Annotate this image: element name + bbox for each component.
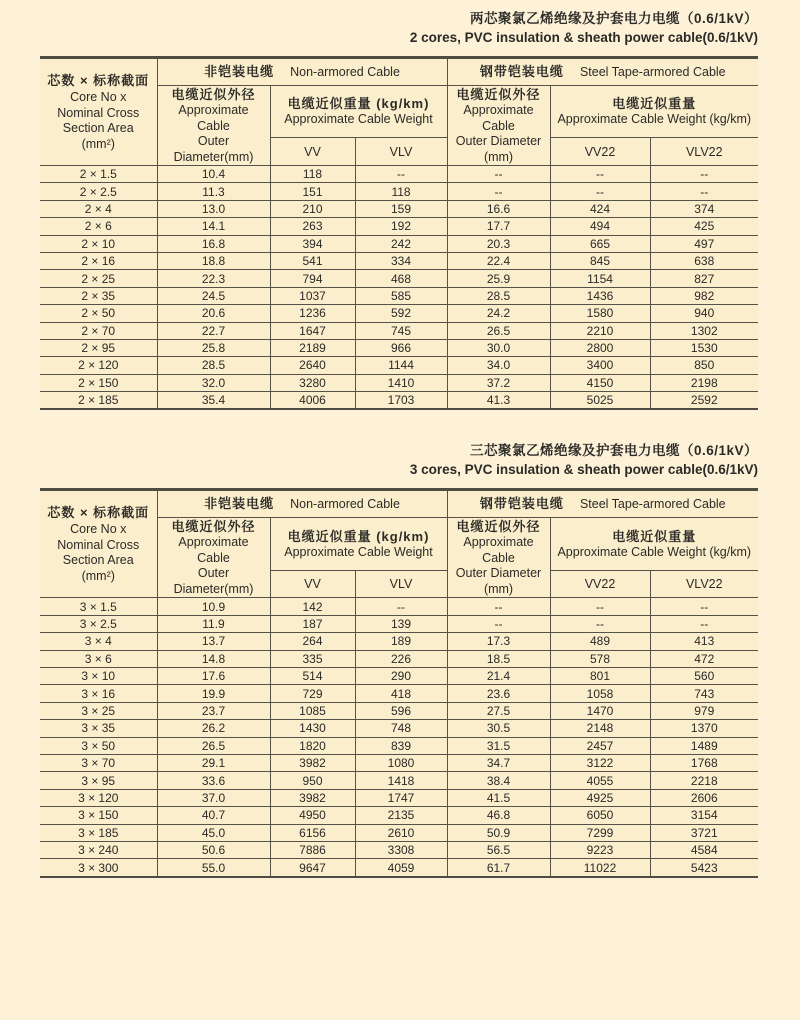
table-cell: 11.3	[157, 183, 270, 200]
table-cell: 839	[355, 737, 447, 754]
table-body-2core	[40, 166, 758, 410]
table-cell: 22.3	[157, 270, 270, 287]
table-cell: 3 × 16	[40, 685, 157, 702]
table-cell: 2 × 50	[40, 305, 157, 322]
col-header-weight-armored: 电缆近似重量 Approximate Cable Weight (kg/km)	[550, 518, 758, 570]
col-header-diameter-non-armored: 电缆近似外径 Approximate Cable Outer Diameter(mm)	[157, 518, 270, 598]
table-cell: 592	[355, 305, 447, 322]
table-cell: --	[447, 615, 550, 632]
table-row	[40, 789, 758, 806]
table-cell: 2 × 2.5	[40, 183, 157, 200]
table-cell: 794	[270, 270, 355, 287]
table-cell: --	[650, 615, 758, 632]
table-cell: 14.8	[157, 650, 270, 667]
table-cell: 3 × 50	[40, 737, 157, 754]
table-cell: 982	[650, 287, 758, 304]
table-cell: 950	[270, 772, 355, 789]
table-row	[40, 720, 758, 737]
table-row	[40, 772, 758, 789]
table-cell: 743	[650, 685, 758, 702]
table-cell: 1144	[355, 357, 447, 374]
section-title-english: 2 cores, PVC insulation & sheath power cable(0.6/1kV)	[409, 30, 758, 45]
table-cell: 827	[650, 270, 758, 287]
table-cell: 50.9	[447, 824, 550, 841]
table-cell: 29.1	[157, 754, 270, 771]
table-cell: 159	[355, 200, 447, 217]
table-cell: 28.5	[157, 357, 270, 374]
table-row	[40, 392, 758, 410]
table-cell: 3982	[270, 789, 355, 806]
table-row	[40, 322, 758, 339]
table-row	[40, 235, 758, 252]
table-cell: 1647	[270, 322, 355, 339]
table-cell: 10.9	[157, 598, 270, 615]
table-cell: 242	[355, 235, 447, 252]
table-row	[40, 339, 758, 356]
col-header-vv22: VV22	[550, 570, 650, 598]
table-cell: 30.0	[447, 339, 550, 356]
table-cell: 596	[355, 702, 447, 719]
table-cell: 2 × 95	[40, 339, 157, 356]
table-cell: 18.8	[157, 252, 270, 269]
table-cell: 1436	[550, 287, 650, 304]
table-cell: 17.3	[447, 633, 550, 650]
table-cell: 17.7	[447, 218, 550, 235]
table-cell: 3122	[550, 754, 650, 771]
table-row	[40, 252, 758, 269]
table-cell: 23.7	[157, 702, 270, 719]
table-cell: 34.0	[447, 357, 550, 374]
table-cell: 13.0	[157, 200, 270, 217]
table-cell: 118	[270, 166, 355, 183]
table-cell: 16.6	[447, 200, 550, 217]
table-cell: 2610	[355, 824, 447, 841]
section-2core-titles	[40, 9, 758, 47]
table-cell: 27.5	[447, 702, 550, 719]
table-cell: 3308	[355, 841, 447, 858]
table-cell: 1085	[270, 702, 355, 719]
table-cell: 3 × 25	[40, 702, 157, 719]
table-cell: 33.6	[157, 772, 270, 789]
table-cell: 11022	[550, 859, 650, 877]
col-header-diameter-armored: 电缆近似外径 Approximate Cable Outer Diameter (mm)	[447, 86, 550, 166]
table-cell: 3 × 35	[40, 720, 157, 737]
table-cell: --	[650, 166, 758, 183]
table-cell: 1747	[355, 789, 447, 806]
table-cell: 20.3	[447, 235, 550, 252]
col-header-vv: VV	[270, 138, 355, 166]
table-cell: 142	[270, 598, 355, 615]
table-row	[40, 287, 758, 304]
table-cell: 17.6	[157, 668, 270, 685]
table-cell: 139	[355, 615, 447, 632]
table-row	[40, 685, 758, 702]
table-cell: 263	[270, 218, 355, 235]
col-header-vlv22: VLV22	[650, 138, 758, 166]
table-cell: 494	[550, 218, 650, 235]
table-cell: 4150	[550, 374, 650, 391]
table-cell: 418	[355, 685, 447, 702]
table-cell: 560	[650, 668, 758, 685]
col-header-vv: VV	[270, 570, 355, 598]
section-3core	[0, 441, 800, 877]
table-cell: 1820	[270, 737, 355, 754]
table-cell: 16.8	[157, 235, 270, 252]
table-row	[40, 218, 758, 235]
table-cell: 25.8	[157, 339, 270, 356]
table-cell: 10.4	[157, 166, 270, 183]
table-cell: --	[550, 615, 650, 632]
table-cell: 2457	[550, 737, 650, 754]
table-cell: 30.5	[447, 720, 550, 737]
table-cell: 61.7	[447, 859, 550, 877]
table-cell: 45.0	[157, 824, 270, 841]
table-cell: 2 × 150	[40, 374, 157, 391]
table-cell: 940	[650, 305, 758, 322]
group-header-non-armored: 非铠装电缆 Non-armored Cable	[157, 58, 447, 86]
table-cell: 2800	[550, 339, 650, 356]
table-cell: 2640	[270, 357, 355, 374]
table-cell: 3 × 70	[40, 754, 157, 771]
table-cell: 31.5	[447, 737, 550, 754]
table-cell: 1703	[355, 392, 447, 410]
col-header-core-size: 芯数 × 标称截面 Core No x Nominal Cross Section Area (mm²)	[40, 58, 157, 166]
cable-spec-table-2core	[40, 56, 758, 410]
table-cell: 226	[355, 650, 447, 667]
table-cell: 4059	[355, 859, 447, 877]
table-cell: 189	[355, 633, 447, 650]
table-cell: 3 × 120	[40, 789, 157, 806]
table-row	[40, 183, 758, 200]
table-cell: 187	[270, 615, 355, 632]
table-cell: 1370	[650, 720, 758, 737]
table-cell: 3400	[550, 357, 650, 374]
table-cell: 425	[650, 218, 758, 235]
table-cell: 2210	[550, 322, 650, 339]
table-cell: 394	[270, 235, 355, 252]
table-row	[40, 374, 758, 391]
table-cell: 37.0	[157, 789, 270, 806]
table-cell: 6050	[550, 807, 650, 824]
table-cell: 1236	[270, 305, 355, 322]
table-row	[40, 807, 758, 824]
table-cell: 24.5	[157, 287, 270, 304]
table-cell: 4925	[550, 789, 650, 806]
table-cell: 2 × 25	[40, 270, 157, 287]
table-cell: 18.5	[447, 650, 550, 667]
table-cell: 497	[650, 235, 758, 252]
table-cell: 4950	[270, 807, 355, 824]
table-cell: 2 × 1.5	[40, 166, 157, 183]
table-cell: 56.5	[447, 841, 550, 858]
table-cell: 4055	[550, 772, 650, 789]
table-cell: 1580	[550, 305, 650, 322]
table-cell: 28.5	[447, 287, 550, 304]
section-3core-titles	[40, 441, 758, 479]
table-row	[40, 754, 758, 771]
group-header-armored: 钢带铠装电缆 Steel Tape-armored Cable	[447, 58, 758, 86]
table-cell: 413	[650, 633, 758, 650]
table-row	[40, 841, 758, 858]
table-cell: 2 × 35	[40, 287, 157, 304]
table-cell: 22.4	[447, 252, 550, 269]
table-cell: 14.1	[157, 218, 270, 235]
table-cell: 3 × 6	[40, 650, 157, 667]
table-cell: 3721	[650, 824, 758, 841]
table-row	[40, 824, 758, 841]
table-cell: 2135	[355, 807, 447, 824]
table-cell: --	[447, 598, 550, 615]
col-header-weight-non-armored: 电缆近似重量 (kg/km) Approximate Cable Weight	[270, 518, 447, 570]
table-cell: 1302	[650, 322, 758, 339]
table-cell: 2 × 16	[40, 252, 157, 269]
table-cell: 7299	[550, 824, 650, 841]
table-cell: 3280	[270, 374, 355, 391]
table-cell: 374	[650, 200, 758, 217]
table-cell: 6156	[270, 824, 355, 841]
table-cell: 3 × 2.5	[40, 615, 157, 632]
table-cell: 966	[355, 339, 447, 356]
table-row	[40, 615, 758, 632]
table-cell: 37.2	[447, 374, 550, 391]
table-cell: 3 × 185	[40, 824, 157, 841]
table-cell: 585	[355, 287, 447, 304]
table-row	[40, 598, 758, 615]
table-cell: 1768	[650, 754, 758, 771]
table-cell: --	[550, 183, 650, 200]
table-cell: 468	[355, 270, 447, 287]
table-cell: --	[550, 166, 650, 183]
table-cell: 50.6	[157, 841, 270, 858]
table-cell: 2198	[650, 374, 758, 391]
table-cell: 23.6	[447, 685, 550, 702]
table-cell: --	[355, 166, 447, 183]
table-cell: 9223	[550, 841, 650, 858]
table-cell: 26.5	[157, 737, 270, 754]
table-row	[40, 650, 758, 667]
section-title-english: 3 cores, PVC insulation & sheath power cable(0.6/1kV)	[409, 462, 758, 478]
table-cell: 3 × 300	[40, 859, 157, 877]
table-cell: 3 × 240	[40, 841, 157, 858]
table-cell: 32.0	[157, 374, 270, 391]
table-cell: 26.5	[447, 322, 550, 339]
table-cell: 335	[270, 650, 355, 667]
table-row	[40, 702, 758, 719]
table-cell: 4584	[650, 841, 758, 858]
table-cell: 38.4	[447, 772, 550, 789]
table-cell: 334	[355, 252, 447, 269]
table-cell: 22.7	[157, 322, 270, 339]
table-cell: 9647	[270, 859, 355, 877]
table-cell: 578	[550, 650, 650, 667]
table-cell: 4006	[270, 392, 355, 410]
table-cell: 2606	[650, 789, 758, 806]
cable-spec-table-3core	[40, 488, 758, 877]
table-row	[40, 270, 758, 287]
col-header-diameter-non-armored: 电缆近似外径 Approximate Cable Outer Diameter(mm)	[157, 86, 270, 166]
table-cell: 11.9	[157, 615, 270, 632]
table-cell: 35.4	[157, 392, 270, 410]
table-cell: 801	[550, 668, 650, 685]
col-header-weight-non-armored: 电缆近似重量 (kg/km) Approximate Cable Weight	[270, 86, 447, 138]
table-cell: 1410	[355, 374, 447, 391]
table-cell: 5423	[650, 859, 758, 877]
table-cell: --	[650, 598, 758, 615]
table-cell: 55.0	[157, 859, 270, 877]
table-cell: 2218	[650, 772, 758, 789]
table-cell: 1489	[650, 737, 758, 754]
table-cell: 7886	[270, 841, 355, 858]
table-cell: 19.9	[157, 685, 270, 702]
table-cell: 1430	[270, 720, 355, 737]
table-cell: --	[447, 183, 550, 200]
table-cell: 24.2	[447, 305, 550, 322]
table-cell: 850	[650, 357, 758, 374]
table-cell: 1080	[355, 754, 447, 771]
table-cell: 3 × 10	[40, 668, 157, 685]
col-header-vlv22: VLV22	[650, 570, 758, 598]
col-header-weight-armored: 电缆近似重量 Approximate Cable Weight (kg/km)	[550, 86, 758, 138]
table-cell: 3 × 1.5	[40, 598, 157, 615]
col-header-vv22: VV22	[550, 138, 650, 166]
table-cell: 541	[270, 252, 355, 269]
table-cell: 210	[270, 200, 355, 217]
table-cell: 1418	[355, 772, 447, 789]
table-cell: 1530	[650, 339, 758, 356]
table-cell: 1058	[550, 685, 650, 702]
group-header-armored: 钢带铠装电缆 Steel Tape-armored Cable	[447, 490, 758, 518]
table-cell: 638	[650, 252, 758, 269]
table-cell: 192	[355, 218, 447, 235]
table-cell: 25.9	[447, 270, 550, 287]
table-cell: 979	[650, 702, 758, 719]
col-header-core-size: 芯数 × 标称截面 Core No x Nominal Cross Section Area (mm²)	[40, 490, 157, 598]
group-header-non-armored: 非铠装电缆 Non-armored Cable	[157, 490, 447, 518]
table-row	[40, 200, 758, 217]
table-cell: 472	[650, 650, 758, 667]
table-row	[40, 859, 758, 877]
table-cell: 264	[270, 633, 355, 650]
table-row	[40, 737, 758, 754]
table-cell: 21.4	[447, 668, 550, 685]
table-cell: 489	[550, 633, 650, 650]
table-row	[40, 633, 758, 650]
table-cell: 41.3	[447, 392, 550, 410]
section-title-chinese: 两芯聚氯乙烯绝缘及护套电力电缆（0.6/1kV）	[469, 11, 758, 26]
table-cell: 2 × 70	[40, 322, 157, 339]
table-cell: 2 × 185	[40, 392, 157, 410]
table-cell: --	[550, 598, 650, 615]
table-row	[40, 357, 758, 374]
table-cell: 20.6	[157, 305, 270, 322]
table-cell: 3982	[270, 754, 355, 771]
table-cell: 2 × 10	[40, 235, 157, 252]
table-cell: --	[650, 183, 758, 200]
table-cell: 745	[355, 322, 447, 339]
table-cell: 514	[270, 668, 355, 685]
table-cell: 2 × 120	[40, 357, 157, 374]
table-cell: 3154	[650, 807, 758, 824]
table-cell: 2 × 4	[40, 200, 157, 217]
table-cell: 3 × 4	[40, 633, 157, 650]
table-row	[40, 305, 758, 322]
table-cell: 3 × 150	[40, 807, 157, 824]
table-cell: --	[355, 598, 447, 615]
table-cell: 2189	[270, 339, 355, 356]
table-cell: 13.7	[157, 633, 270, 650]
col-header-diameter-armored: 电缆近似外径 Approximate Cable Outer Diameter (mm)	[447, 518, 550, 598]
table-cell: 665	[550, 235, 650, 252]
section-2core	[0, 0, 800, 410]
col-header-vlv: VLV	[355, 138, 447, 166]
table-body-3core	[40, 598, 758, 877]
table-cell: 1154	[550, 270, 650, 287]
table-cell: --	[447, 166, 550, 183]
table-row	[40, 668, 758, 685]
table-cell: 3 × 95	[40, 772, 157, 789]
table-cell: 2592	[650, 392, 758, 410]
col-header-vlv: VLV	[355, 570, 447, 598]
table-cell: 748	[355, 720, 447, 737]
table-cell: 151	[270, 183, 355, 200]
table-cell: 424	[550, 200, 650, 217]
table-cell: 2148	[550, 720, 650, 737]
table-cell: 290	[355, 668, 447, 685]
section-title-chinese: 三芯聚氯乙烯绝缘及护套电力电缆（0.6/1kV）	[469, 443, 758, 459]
table-cell: 26.2	[157, 720, 270, 737]
table-cell: 2 × 6	[40, 218, 157, 235]
table-cell: 5025	[550, 392, 650, 410]
table-cell: 41.5	[447, 789, 550, 806]
table-row	[40, 166, 758, 183]
table-cell: 729	[270, 685, 355, 702]
table-cell: 34.7	[447, 754, 550, 771]
table-cell: 1470	[550, 702, 650, 719]
table-cell: 40.7	[157, 807, 270, 824]
table-cell: 46.8	[447, 807, 550, 824]
table-cell: 118	[355, 183, 447, 200]
table-cell: 845	[550, 252, 650, 269]
table-cell: 1037	[270, 287, 355, 304]
